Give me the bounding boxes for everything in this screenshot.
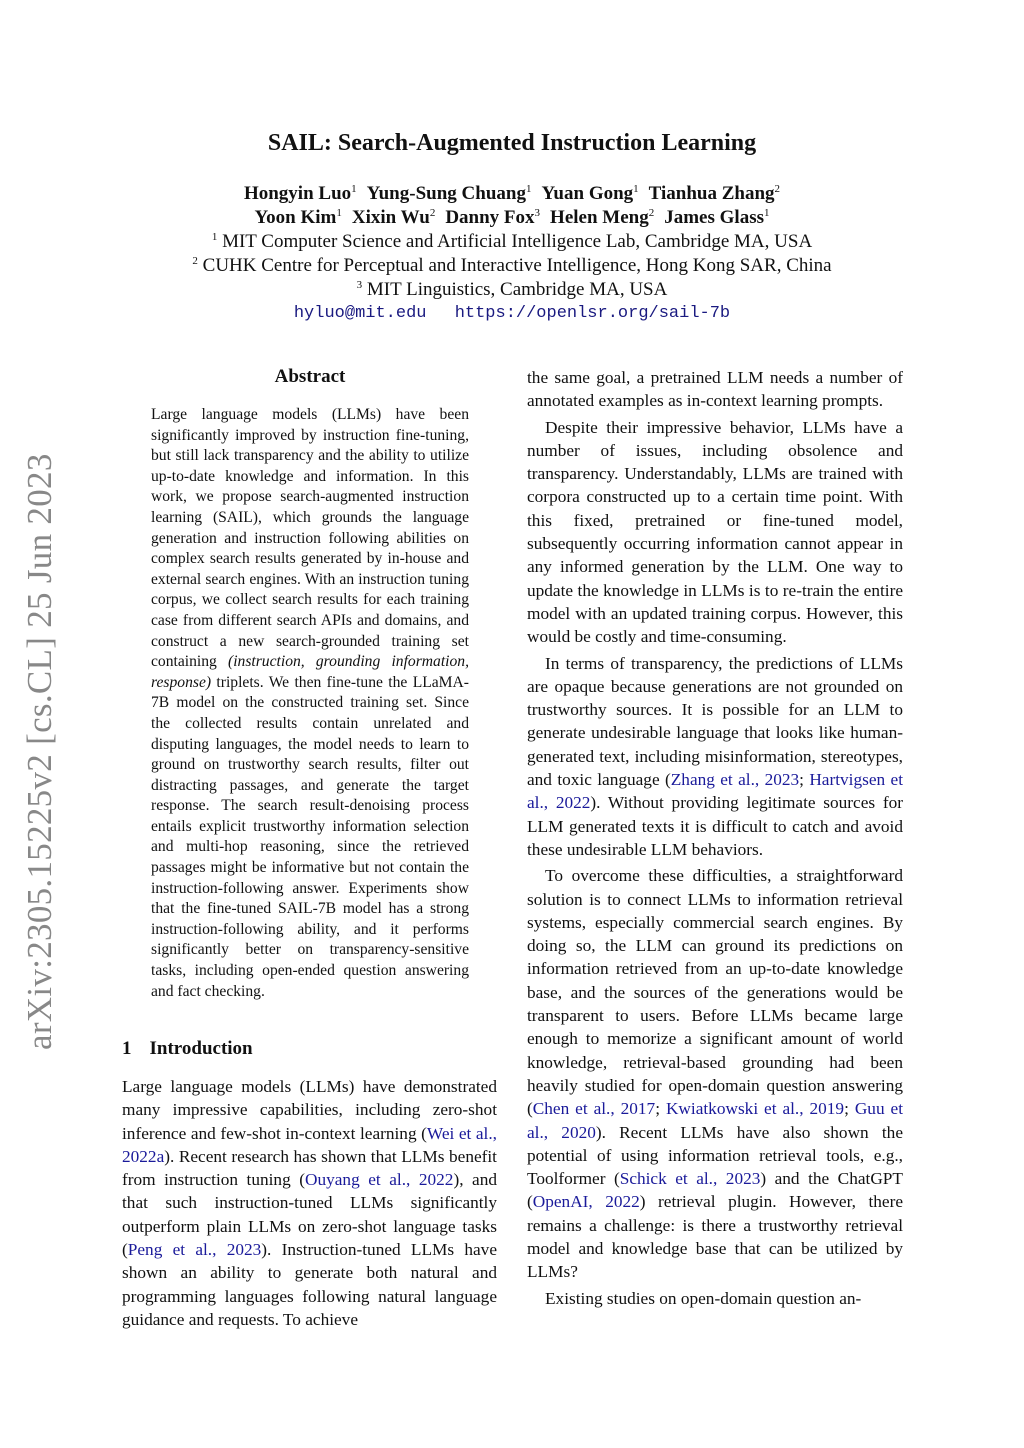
text-run: ; [844, 1099, 855, 1119]
author [352, 207, 435, 228]
affiliation [0, 278, 1024, 302]
affiliation-mark: 2 [648, 207, 655, 219]
text-run: ; [655, 1099, 666, 1119]
paragraph [527, 864, 903, 1283]
citation-link[interactable]: Schick et al., 2023 [619, 1169, 761, 1189]
text-run: triplets. We then fine-tune the LLaMA-7B model on the constructed training set. Since the collected results contain unrelated and disputing languages, the model needs to learn to ground on trustworthy search results, filter out distracting passages, and generate the target response. The search result-denoising process entails explicit trustworthy information selection and multi-hop reasoning, since the retrieved passages might be informative but not contain the instruction-following answer. Experiments show that the fine-tuned SAIL-7B model has a strong instruction-following ability, and it performs significantly better on transparency-sensitive tasks, including open-ended question answering and fact checking. [151, 673, 469, 1000]
author-line [0, 182, 1024, 206]
author-name: Yoon Kim [254, 207, 337, 228]
affiliation-mark: 1 [763, 207, 770, 219]
author [664, 207, 769, 228]
affiliation-number: 1 [211, 231, 218, 243]
citation-link[interactable]: Zhang et al., 2023 [670, 770, 800, 790]
paragraph [527, 366, 903, 413]
affiliation-mark: 1 [336, 207, 342, 219]
author [445, 207, 540, 228]
citation-link[interactable]: Hartvigsen et al., 2022 [527, 770, 903, 813]
author-name: Yuan Gong [541, 183, 634, 204]
author-line [0, 206, 1024, 230]
citation-link[interactable]: Guu et al., 2020 [527, 1099, 903, 1142]
author-name: Xixin Wu [351, 207, 430, 228]
author [244, 183, 357, 204]
author-name: Yung-Sung Chuang [366, 183, 526, 204]
text-run: ). Recent research has shown that LLMs benefit from instruction tuning ( [122, 1146, 497, 1190]
affiliation-mark: 2 [429, 207, 436, 219]
right-column-body [527, 366, 903, 1313]
author [541, 183, 638, 204]
affiliation-text: CUHK Centre for Perceptual and Interactive Intelligence, Hong Kong SAR, China [202, 255, 832, 276]
text-run: ; [799, 770, 810, 790]
affiliation-number: 2 [192, 255, 198, 267]
affiliation-text: MIT Computer Science and Artificial Intelligence Lab, Cambridge MA, USA [222, 231, 813, 252]
author-name: Danny Fox [445, 207, 535, 228]
text-run: Large language models (LLMs) have been significantly improved by instruction fine-tuning, but still lack transparency and the ability to utilize up-to-date knowledge and information. In this work, we propose search-augmented instruction learning (SAIL), which grounds the language generation and instruction following abilities on complex search results generated by in-house and external search engines. With an instruction tuning corpus, we collect search results for each training case from different search APIs and domains, and construct a new search-grounded training set containing [151, 406, 469, 671]
author-name: Helen Meng [550, 207, 649, 228]
text-run: Despite their impressive behavior, LLMs have a number of issues, including obsolence and transparency. Understandably, LLMs are trained with corpora constructed up to a certain time point. With this fixed, pretrained or fine-tuned model, subsequently occurring information cannot appear in any informed generation by the LLM. One way to update the knowledge in LLMs is to re-train the entire model with an updated training corpus. However, this would be costly and time-consuming. [527, 417, 903, 647]
author [649, 183, 780, 204]
affiliation-number: 3 [356, 279, 363, 291]
affiliation-mark: 1 [633, 183, 639, 195]
citation-link[interactable]: Ouyang et al., 2022 [305, 1170, 454, 1190]
affiliations [0, 230, 1024, 302]
paper-title: SAIL: Search-Augmented Instruction Learning [267, 130, 757, 156]
affiliation-mark: 3 [534, 207, 541, 219]
text-run: ), and that such instruction-tuned LLMs significantly outperform plain LLMs on zero-shot language tasks ( [122, 1170, 497, 1260]
arxiv-stamp: arXiv:2305.15225v2 [cs.CL] 25 Jun 2023 [20, 453, 59, 1050]
abstract-text [151, 405, 469, 1002]
paragraph [527, 1287, 903, 1310]
citation-link[interactable]: Kwiatkowski et al., 2019 [665, 1099, 845, 1119]
citation-link[interactable]: Chen et al., 2017 [532, 1099, 656, 1119]
citation-link[interactable]: OpenAI, 2022 [532, 1192, 640, 1212]
affiliation [0, 254, 1024, 278]
paragraph [527, 652, 903, 862]
text-run: ). Without providing legitimate sources for LLM generated texts it is difficult to catch and avoid these undesirable LLM behaviors. [527, 793, 903, 859]
author [255, 207, 342, 228]
text-run: ) and the ChatGPT ( [527, 1169, 903, 1212]
citation-link[interactable]: Wei et al., 2022a [122, 1123, 497, 1166]
text-run: ) retrieval plugin. However, there remains a challenge: is there a trustworthy retrieval model and knowledge base that can be utilized by LLMs? [527, 1192, 903, 1282]
author-block [0, 182, 1024, 326]
text-run: (instruction, grounding information, response) [151, 653, 469, 691]
text-run: ). Recent LLMs have also shown the potential of using information retrieval tools, e.g., Toolformer ( [527, 1122, 903, 1189]
citation-link[interactable]: Peng et al., 2023 [127, 1240, 262, 1260]
paragraph [122, 1075, 497, 1331]
text-run: ). Instruction-tuned LLMs have shown an ability to generate both natural and programming languages following natural language guidance and requests. To achieve [122, 1240, 497, 1329]
section-number: 1 [122, 1038, 132, 1059]
text-run: To overcome these difficulties, a straightforward solution is to connect LLMs to information retrieval systems, especially commercial search engines. By doing so, the LLM can ground its predictions on information retrieved from an up-to-date knowledge base, and the sources of the generations would be transparent to users. Before LLMs became large enough to memorize a significant amount of world knowledge, retrieval-based grounding had been heavily studied for open-domain question answering ( [527, 866, 903, 1119]
affiliation [0, 230, 1024, 254]
author-name: Tianhua Zhang [648, 183, 775, 204]
author-name: James Glass [664, 207, 764, 228]
contact-links [0, 302, 1024, 326]
text-run: In terms of transparency, the predictions of LLMs are opaque because generations are not grounded on trustworthy sources. It is possible for an LLM to generate undesirable language that looks like human-generated text, including misinformation, stereotypes, and toxic language ( [527, 653, 903, 790]
text-run: Existing studies on open-domain question an- [545, 1288, 862, 1308]
affiliation-mark: 1 [351, 183, 357, 195]
section-title: Introduction [149, 1038, 253, 1059]
section-heading [122, 1038, 253, 1060]
text-run: Large language models (LLMs) have demonstrated many impressive capabilities, including zero-shot inference and few-shot in-context learning ( [122, 1077, 497, 1143]
author-name: Hongyin Luo [243, 183, 352, 204]
author [367, 183, 532, 204]
author [550, 207, 654, 228]
paragraph [527, 416, 903, 649]
text-run: the same goal, a pretrained LLM needs a number of annotated examples as in-context learning prompts. [527, 368, 903, 411]
left-column-body [122, 1075, 497, 1334]
email-link[interactable]: hyluo@mit.edu [293, 304, 427, 323]
abstract-heading: Abstract [274, 366, 346, 387]
affiliation-mark: 2 [774, 183, 781, 195]
affiliation-text: MIT Linguistics, Cambridge MA, USA [366, 279, 668, 300]
affiliation-mark: 1 [525, 183, 532, 195]
project-url-link[interactable]: https://openlsr.org/sail-7b [454, 304, 731, 323]
